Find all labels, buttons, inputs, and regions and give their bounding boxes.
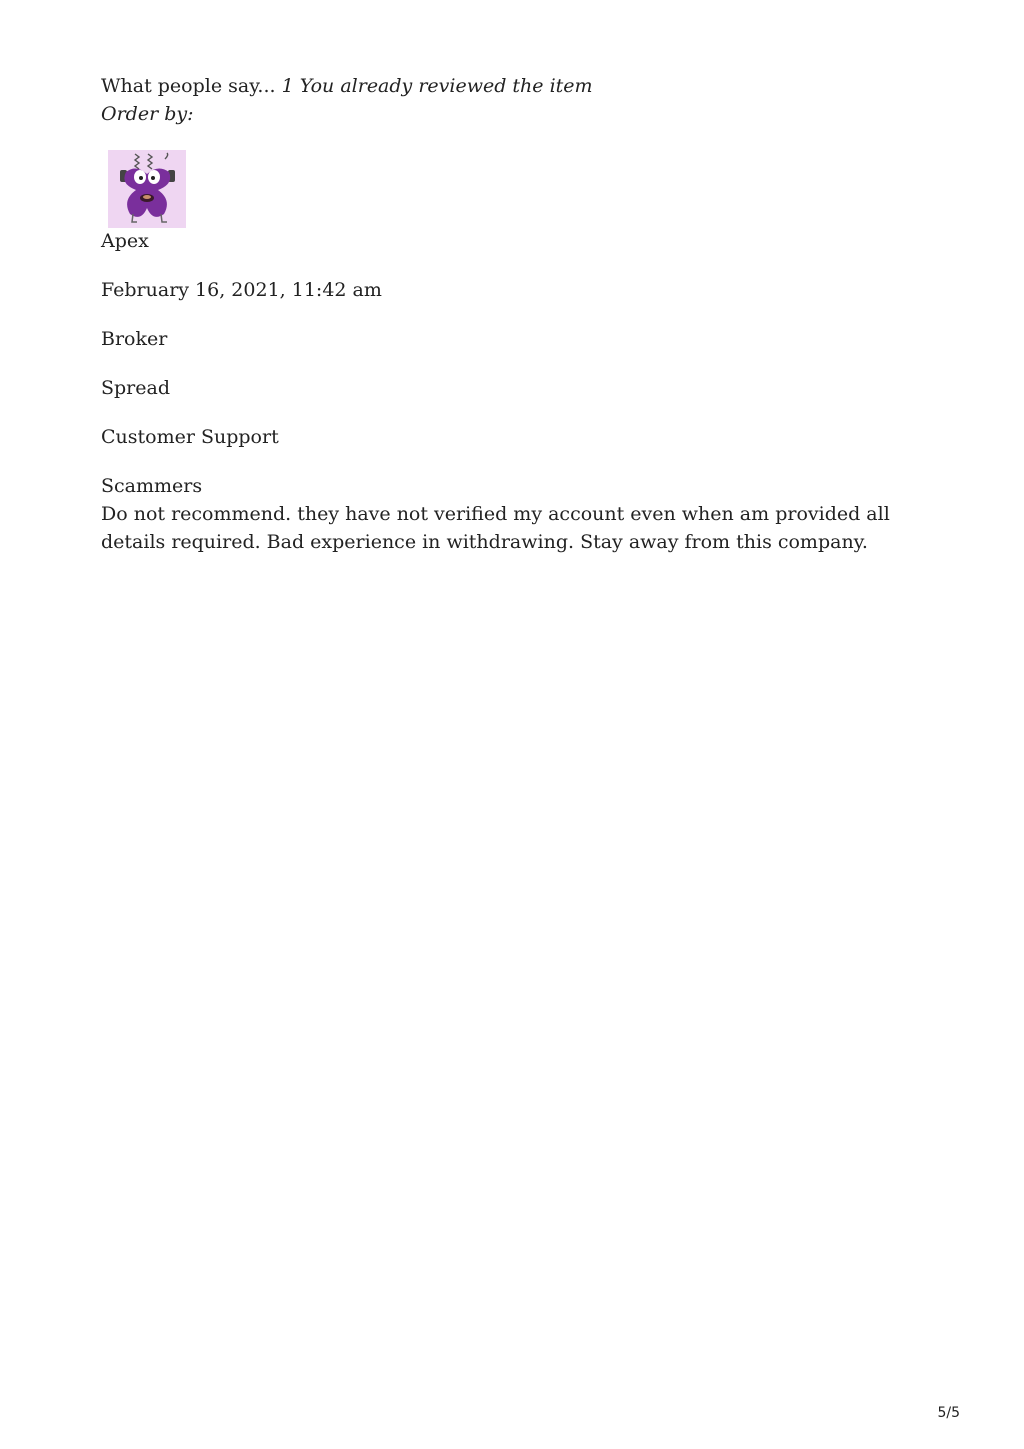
review-title: Scammers [101,475,203,497]
purple-monster-avatar-icon [108,150,186,228]
reviews-header [101,72,931,100]
review-body: Do not recommend. they have not verified my account even when am provided all details required. Bad experience in withdrawing. Stay away from this company. [101,503,890,553]
reviews-section [101,72,931,556]
page-number: 5/5 [937,1405,960,1421]
review-date: February 16, 2021, 11:42 am [101,279,382,301]
reviews-heading: What people say... [101,75,276,97]
criterion-customer-support: Customer Support [101,426,279,448]
review-status: 1 You already reviewed the item [281,75,593,97]
criterion-spread: Spread [101,377,170,399]
order-by-label: Order by: [101,103,194,125]
review-author: Apex [101,230,149,252]
avatar [108,150,186,228]
criterion-broker: Broker [101,328,168,350]
